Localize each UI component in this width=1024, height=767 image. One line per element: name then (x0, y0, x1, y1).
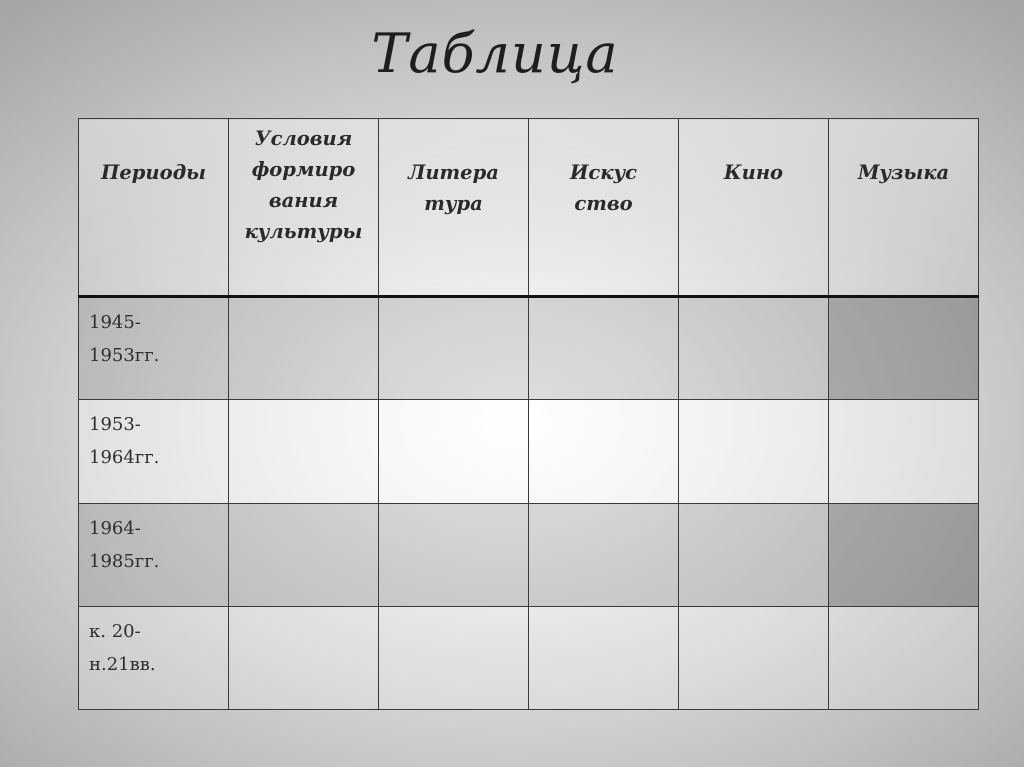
header-label: Условия формиро вания культуры (244, 127, 363, 243)
table-cell (679, 297, 829, 400)
table-row (79, 297, 979, 400)
table-cell (679, 503, 829, 606)
table-row (79, 400, 979, 503)
period-cell: 1964- 1985гг. (79, 503, 229, 606)
table-row (79, 606, 979, 709)
table-cell (529, 297, 679, 400)
table-cell (829, 297, 979, 400)
header-conditions (229, 119, 379, 297)
table-cell (379, 606, 529, 709)
period-cell: 1953- 1964гг. (79, 400, 229, 503)
header-literature (379, 119, 529, 297)
culture-periods-table (78, 118, 979, 710)
table-cell (529, 503, 679, 606)
table-cell (529, 606, 679, 709)
header-label: Периоды (100, 161, 207, 184)
table-cell (829, 606, 979, 709)
table-cell (229, 297, 379, 400)
slide-title: Таблица (371, 22, 619, 85)
header-label: Литера тура (408, 161, 499, 215)
table-cell (229, 606, 379, 709)
header-music (829, 119, 979, 297)
table-cell (679, 400, 829, 503)
period-cell: к. 20- н.21вв. (79, 606, 229, 709)
table-cell (229, 503, 379, 606)
table-cell (379, 503, 529, 606)
header-art (529, 119, 679, 297)
table-cell (829, 503, 979, 606)
header-label: Кино (723, 161, 784, 184)
period-cell: 1945- 1953гг. (79, 297, 229, 400)
table-cell (679, 606, 829, 709)
header-cinema (679, 119, 829, 297)
table-cell (379, 297, 529, 400)
table-cell (379, 400, 529, 503)
header-label: Искус ство (569, 161, 638, 215)
table-cell (229, 400, 379, 503)
table-cell (829, 400, 979, 503)
table-cell (529, 400, 679, 503)
header-label: Музыка (857, 161, 950, 184)
header-periods (79, 119, 229, 297)
table-header-row (79, 119, 979, 297)
table-row (79, 503, 979, 606)
